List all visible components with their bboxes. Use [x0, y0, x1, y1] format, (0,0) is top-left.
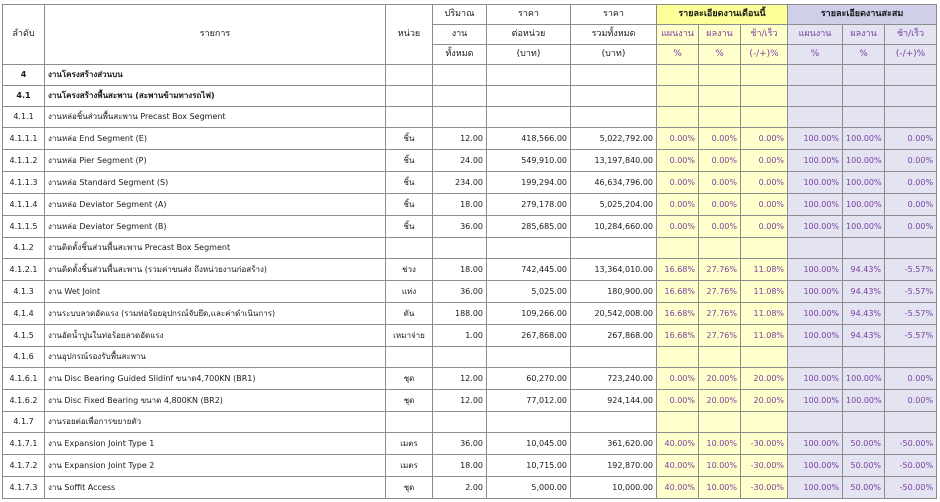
row-unit-price: 418,566.00 [487, 128, 571, 150]
row-cum-actual: 94.43% [843, 325, 885, 347]
row-total-price: 10,284,660.00 [571, 216, 657, 238]
row-month-actual: 27.76% [699, 259, 741, 281]
row-cum-diff: -5.57% [885, 259, 937, 281]
row-cum-diff: -5.57% [885, 281, 937, 303]
row-unit-price [487, 238, 571, 259]
row-unit [386, 347, 433, 368]
row-cum-plan: 100.00% [788, 368, 843, 390]
row-item-name: งานติดตั้งชิ้นส่วนพื้นสะพาน Precast Box Segment [45, 238, 386, 259]
row-cum-plan: 100.00% [788, 194, 843, 216]
row-cum-actual [843, 86, 885, 107]
row-unit [386, 65, 433, 86]
row-total-price: 20,542,008.00 [571, 303, 657, 325]
row-month-diff [741, 107, 788, 128]
row-number: 4.1.7.1 [3, 433, 45, 455]
row-number: 4.1.7 [3, 412, 45, 433]
row-unit-price: 199,294.00 [487, 172, 571, 194]
row-cum-actual: 50.00% [843, 477, 885, 499]
row-unit-price: 267,868.00 [487, 325, 571, 347]
row-unit-price: 285,685.00 [487, 216, 571, 238]
row-month-plan: 40.00% [657, 455, 699, 477]
row-number: 4.1.1.3 [3, 172, 45, 194]
row-cum-actual: 94.43% [843, 303, 885, 325]
row-month-diff: 0.00% [741, 128, 788, 150]
row-cum-plan: 100.00% [788, 303, 843, 325]
row-month-plan: 0.00% [657, 172, 699, 194]
row-cum-plan: 100.00% [788, 325, 843, 347]
row-unit-price: 279,178.00 [487, 194, 571, 216]
row-item-name: งานอุปกรณ์รองรับพื้นสะพาน [45, 347, 386, 368]
row-month-diff: 11.08% [741, 303, 788, 325]
row-cum-diff [885, 412, 937, 433]
row-item-name: งานรอยต่อเพื่อการขยายตัว [45, 412, 386, 433]
row-unit-price: 549,910.00 [487, 150, 571, 172]
row-cum-plan: 100.00% [788, 172, 843, 194]
row-number: 4.1.3 [3, 281, 45, 303]
row-quantity: 18.00 [433, 194, 487, 216]
header-total-price-2: รวมทั้งหมด [571, 25, 657, 45]
row-cum-actual [843, 107, 885, 128]
row-unit-price: 109,266.00 [487, 303, 571, 325]
row-number: 4.1.1.5 [3, 216, 45, 238]
header-unit-price-3: (บาท) [487, 45, 571, 65]
row-number: 4.1.6.1 [3, 368, 45, 390]
row-month-actual: 10.00% [699, 477, 741, 499]
row-quantity: 36.00 [433, 216, 487, 238]
row-number: 4.1.1 [3, 107, 45, 128]
header-qty-2: งาน [433, 25, 487, 45]
row-month-actual [699, 107, 741, 128]
row-month-plan: 0.00% [657, 150, 699, 172]
row-month-plan [657, 238, 699, 259]
row-unit: เมตร [386, 433, 433, 455]
row-cum-diff: 0.00% [885, 128, 937, 150]
row-month-actual: 0.00% [699, 216, 741, 238]
row-month-actual [699, 347, 741, 368]
table-row [3, 172, 937, 194]
row-total-price [571, 86, 657, 107]
row-total-price: 13,197,840.00 [571, 150, 657, 172]
header-cum-diff: ช้า/เร็ว [885, 25, 937, 45]
table-row [3, 259, 937, 281]
header-month-plan-unit: % [657, 45, 699, 65]
row-unit-price: 60,270.00 [487, 368, 571, 390]
header-cum-plan-unit: % [788, 45, 843, 65]
row-cum-actual: 100.00% [843, 194, 885, 216]
row-unit-price: 5,025.00 [487, 281, 571, 303]
row-unit: เมตร [386, 455, 433, 477]
row-month-plan: 16.68% [657, 325, 699, 347]
row-item-name: งาน Disc Bearing Guided Slidinf ขนาด4,700KN (BR1) [45, 368, 386, 390]
row-quantity: 12.00 [433, 390, 487, 412]
row-unit-price: 10,045.00 [487, 433, 571, 455]
row-unit: แห่ง [386, 281, 433, 303]
row-cum-plan [788, 238, 843, 259]
row-quantity: 188.00 [433, 303, 487, 325]
row-month-plan [657, 65, 699, 86]
row-cum-actual: 50.00% [843, 455, 885, 477]
row-cum-plan [788, 412, 843, 433]
row-month-diff: 11.08% [741, 281, 788, 303]
row-quantity [433, 107, 487, 128]
row-cum-actual [843, 412, 885, 433]
section-row [3, 65, 937, 86]
row-unit: ชิ้น [386, 194, 433, 216]
row-number: 4.1.5 [3, 325, 45, 347]
row-number: 4 [3, 65, 45, 86]
row-month-diff: 0.00% [741, 172, 788, 194]
row-unit: ชุด [386, 368, 433, 390]
row-month-diff [741, 412, 788, 433]
row-item-name: งานโครงสร้างพื้นสะพาน (สะพานข้ามทางรถไฟ) [45, 86, 386, 107]
row-month-plan [657, 107, 699, 128]
row-month-plan: 40.00% [657, 477, 699, 499]
row-month-plan: 16.68% [657, 281, 699, 303]
row-cum-diff: -50.00% [885, 477, 937, 499]
row-cum-diff: 0.00% [885, 150, 937, 172]
row-quantity [433, 65, 487, 86]
row-month-diff [741, 347, 788, 368]
section-row [3, 412, 937, 433]
row-month-plan [657, 412, 699, 433]
row-cum-actual: 100.00% [843, 128, 885, 150]
row-cum-diff: -50.00% [885, 433, 937, 455]
header-order: ลำดับ [3, 5, 45, 65]
header-month-group: รายละเอียดงานเดือนนี้ [657, 5, 788, 25]
row-number: 4.1.1.4 [3, 194, 45, 216]
row-cum-actual: 100.00% [843, 172, 885, 194]
row-month-actual: 27.76% [699, 325, 741, 347]
row-cum-diff [885, 107, 937, 128]
row-total-price: 267,868.00 [571, 325, 657, 347]
header-month-plan: แผนงาน [657, 25, 699, 45]
row-item-name: งาน Disc Fixed Bearing ขนาด 4,800KN (BR2) [45, 390, 386, 412]
row-number: 4.1.2.1 [3, 259, 45, 281]
row-item-name: งาน Soffit Access [45, 477, 386, 499]
row-month-actual: 20.00% [699, 390, 741, 412]
row-cum-plan: 100.00% [788, 150, 843, 172]
row-cum-actual: 100.00% [843, 150, 885, 172]
row-total-price [571, 238, 657, 259]
row-month-plan: 0.00% [657, 390, 699, 412]
row-month-actual [699, 86, 741, 107]
row-month-diff: 0.00% [741, 150, 788, 172]
row-unit [386, 412, 433, 433]
row-total-price: 924,144.00 [571, 390, 657, 412]
row-cum-actual: 50.00% [843, 433, 885, 455]
row-month-diff: -30.00% [741, 433, 788, 455]
header-unit-price-2: ต่อหน่วย [487, 25, 571, 45]
row-number: 4.1.2 [3, 238, 45, 259]
row-month-actual: 0.00% [699, 194, 741, 216]
row-cum-actual: 94.43% [843, 259, 885, 281]
row-item-name: งานหล่อ Deviator Segment (A) [45, 194, 386, 216]
row-month-actual: 10.00% [699, 433, 741, 455]
row-cum-actual [843, 347, 885, 368]
row-unit-price: 5,000.00 [487, 477, 571, 499]
row-total-price: 5,025,204.00 [571, 194, 657, 216]
row-total-price: 723,240.00 [571, 368, 657, 390]
row-month-diff: -30.00% [741, 455, 788, 477]
row-cum-diff: -50.00% [885, 455, 937, 477]
row-cum-actual [843, 238, 885, 259]
row-quantity: 24.00 [433, 150, 487, 172]
row-unit: เหมาจ่าย [386, 325, 433, 347]
row-cum-diff: 0.00% [885, 194, 937, 216]
row-total-price: 10,000.00 [571, 477, 657, 499]
row-quantity [433, 347, 487, 368]
row-month-actual: 20.00% [699, 368, 741, 390]
row-item-name: งานหล่อ Deviator Segment (B) [45, 216, 386, 238]
header-qty-3: ทั้งหมด [433, 45, 487, 65]
row-cum-plan: 100.00% [788, 477, 843, 499]
row-unit: ชุด [386, 477, 433, 499]
row-unit: ช่วง [386, 259, 433, 281]
row-total-price [571, 65, 657, 86]
row-cum-plan: 100.00% [788, 128, 843, 150]
row-item-name: งานติดตั้งชิ้นส่วนพื้นสะพาน (รวมค่าขนส่ง ถึงหน่วยงานก่อสร้าง) [45, 259, 386, 281]
row-cum-diff [885, 238, 937, 259]
row-unit-price: 77,012.00 [487, 390, 571, 412]
row-cum-diff: 0.00% [885, 390, 937, 412]
row-quantity [433, 238, 487, 259]
table-row [3, 150, 937, 172]
row-total-price: 13,364,010.00 [571, 259, 657, 281]
header-cum-plan: แผนงาน [788, 25, 843, 45]
row-quantity [433, 412, 487, 433]
table-row [3, 390, 937, 412]
header-total-price-3: (บาท) [571, 45, 657, 65]
row-total-price: 46,634,796.00 [571, 172, 657, 194]
row-month-diff [741, 65, 788, 86]
row-total-price [571, 107, 657, 128]
row-month-plan: 0.00% [657, 216, 699, 238]
row-quantity: 2.00 [433, 477, 487, 499]
section-row [3, 86, 937, 107]
row-item-name: งาน Expansion Joint Type 1 [45, 433, 386, 455]
row-month-diff: 20.00% [741, 390, 788, 412]
header-cum-actual-unit: % [843, 45, 885, 65]
row-unit-price [487, 412, 571, 433]
table-row [3, 325, 937, 347]
table-row [3, 455, 937, 477]
row-cum-actual: 100.00% [843, 368, 885, 390]
header-row-1 [3, 5, 937, 25]
row-quantity [433, 86, 487, 107]
row-number: 4.1.7.3 [3, 477, 45, 499]
row-month-diff: 11.08% [741, 325, 788, 347]
row-cum-actual: 100.00% [843, 390, 885, 412]
row-total-price [571, 412, 657, 433]
row-unit: ตัน [386, 303, 433, 325]
row-cum-actual: 94.43% [843, 281, 885, 303]
header-item: รายการ [45, 5, 386, 65]
header-cumulative-group: รายละเอียดงานสะสม [788, 5, 937, 25]
row-number: 4.1.4 [3, 303, 45, 325]
row-quantity: 234.00 [433, 172, 487, 194]
row-number: 4.1 [3, 86, 45, 107]
row-month-diff [741, 86, 788, 107]
row-month-diff: 11.08% [741, 259, 788, 281]
row-month-plan: 0.00% [657, 194, 699, 216]
row-unit [386, 238, 433, 259]
row-cum-plan: 100.00% [788, 216, 843, 238]
row-cum-actual [843, 65, 885, 86]
header-cum-actual: ผลงาน [843, 25, 885, 45]
row-quantity: 36.00 [433, 433, 487, 455]
table-row [3, 303, 937, 325]
row-cum-plan: 100.00% [788, 433, 843, 455]
row-month-diff: 20.00% [741, 368, 788, 390]
header-month-actual-unit: % [699, 45, 741, 65]
row-unit-price [487, 107, 571, 128]
row-month-plan [657, 347, 699, 368]
table-row [3, 368, 937, 390]
section-row [3, 347, 937, 368]
row-cum-diff [885, 86, 937, 107]
row-unit [386, 107, 433, 128]
header-unit-price-1: ราคา [487, 5, 571, 25]
row-unit: ชิ้น [386, 150, 433, 172]
row-month-plan [657, 86, 699, 107]
row-month-actual [699, 65, 741, 86]
row-item-name: งานหล่อ End Segment (E) [45, 128, 386, 150]
row-month-actual: 27.76% [699, 281, 741, 303]
row-cum-diff: 0.00% [885, 368, 937, 390]
row-quantity: 1.00 [433, 325, 487, 347]
row-number: 4.1.6.2 [3, 390, 45, 412]
row-item-name: งาน Wet Joint [45, 281, 386, 303]
row-month-diff [741, 238, 788, 259]
header-total-price-1: ราคา [571, 5, 657, 25]
row-item-name: งานระบบลวดอัดแรง (รวมท่อร้อยอุปกรณ์จับยึด,และค่าดำเนินการ) [45, 303, 386, 325]
row-month-actual: 27.76% [699, 303, 741, 325]
row-month-plan: 16.68% [657, 259, 699, 281]
row-cum-diff: 0.00% [885, 172, 937, 194]
row-unit-price [487, 65, 571, 86]
row-month-plan: 0.00% [657, 128, 699, 150]
row-cum-plan: 100.00% [788, 390, 843, 412]
row-quantity: 12.00 [433, 368, 487, 390]
row-cum-diff: -5.57% [885, 303, 937, 325]
row-total-price: 192,870.00 [571, 455, 657, 477]
header-unit: หน่วย [386, 5, 433, 65]
table-row [3, 433, 937, 455]
row-month-plan: 16.68% [657, 303, 699, 325]
section-row [3, 107, 937, 128]
header-cum-diff-unit: (-/+)% [885, 45, 937, 65]
row-cum-actual: 100.00% [843, 216, 885, 238]
row-cum-plan [788, 107, 843, 128]
row-month-plan: 40.00% [657, 433, 699, 455]
table-row [3, 281, 937, 303]
row-month-actual [699, 412, 741, 433]
row-unit: ชิ้น [386, 216, 433, 238]
progress-table [2, 4, 937, 499]
row-item-name: งานโครงสร้างส่วนบน [45, 65, 386, 86]
section-row [3, 238, 937, 259]
row-month-plan: 0.00% [657, 368, 699, 390]
row-quantity: 18.00 [433, 455, 487, 477]
row-item-name: งานหล่อ Pier Segment (P) [45, 150, 386, 172]
row-cum-plan: 100.00% [788, 455, 843, 477]
row-quantity: 18.00 [433, 259, 487, 281]
row-quantity: 36.00 [433, 281, 487, 303]
row-total-price: 361,620.00 [571, 433, 657, 455]
row-number: 4.1.1.1 [3, 128, 45, 150]
row-number: 4.1.1.2 [3, 150, 45, 172]
row-month-diff: 0.00% [741, 216, 788, 238]
row-number: 4.1.7.2 [3, 455, 45, 477]
row-cum-plan [788, 347, 843, 368]
row-cum-diff: -5.57% [885, 325, 937, 347]
table-row [3, 477, 937, 499]
row-item-name: งาน Expansion Joint Type 2 [45, 455, 386, 477]
row-total-price [571, 347, 657, 368]
header-month-actual: ผลงาน [699, 25, 741, 45]
row-cum-plan [788, 86, 843, 107]
row-number: 4.1.6 [3, 347, 45, 368]
row-cum-diff: 0.00% [885, 216, 937, 238]
header-month-diff-unit: (-/+)% [741, 45, 788, 65]
row-quantity: 12.00 [433, 128, 487, 150]
table-row [3, 128, 937, 150]
row-item-name: งานหล่อ Standard Segment (S) [45, 172, 386, 194]
row-unit [386, 86, 433, 107]
table-row [3, 216, 937, 238]
row-unit-price: 742,445.00 [487, 259, 571, 281]
row-item-name: งานอัดน้ำปูนในท่อร้อยลวดอัดแรง [45, 325, 386, 347]
row-total-price: 180,900.00 [571, 281, 657, 303]
row-month-actual [699, 238, 741, 259]
row-cum-diff [885, 65, 937, 86]
row-month-diff: -30.00% [741, 477, 788, 499]
row-unit: ชิ้น [386, 128, 433, 150]
row-cum-plan [788, 65, 843, 86]
row-month-diff: 0.00% [741, 194, 788, 216]
row-unit-price: 10,715.00 [487, 455, 571, 477]
row-item-name: งานหล่อชิ้นส่วนพื้นสะพาน Precast Box Segment [45, 107, 386, 128]
row-unit-price [487, 86, 571, 107]
row-cum-plan: 100.00% [788, 281, 843, 303]
row-month-actual: 10.00% [699, 455, 741, 477]
row-total-price: 5,022,792.00 [571, 128, 657, 150]
row-month-actual: 0.00% [699, 172, 741, 194]
row-month-actual: 0.00% [699, 150, 741, 172]
row-month-actual: 0.00% [699, 128, 741, 150]
table-row [3, 194, 937, 216]
row-unit: ชิ้น [386, 172, 433, 194]
row-cum-plan: 100.00% [788, 259, 843, 281]
header-month-diff: ช้า/เร็ว [741, 25, 788, 45]
row-unit: ชุด [386, 390, 433, 412]
row-cum-diff [885, 347, 937, 368]
header-qty-1: ปริมาณ [433, 5, 487, 25]
row-unit-price [487, 347, 571, 368]
